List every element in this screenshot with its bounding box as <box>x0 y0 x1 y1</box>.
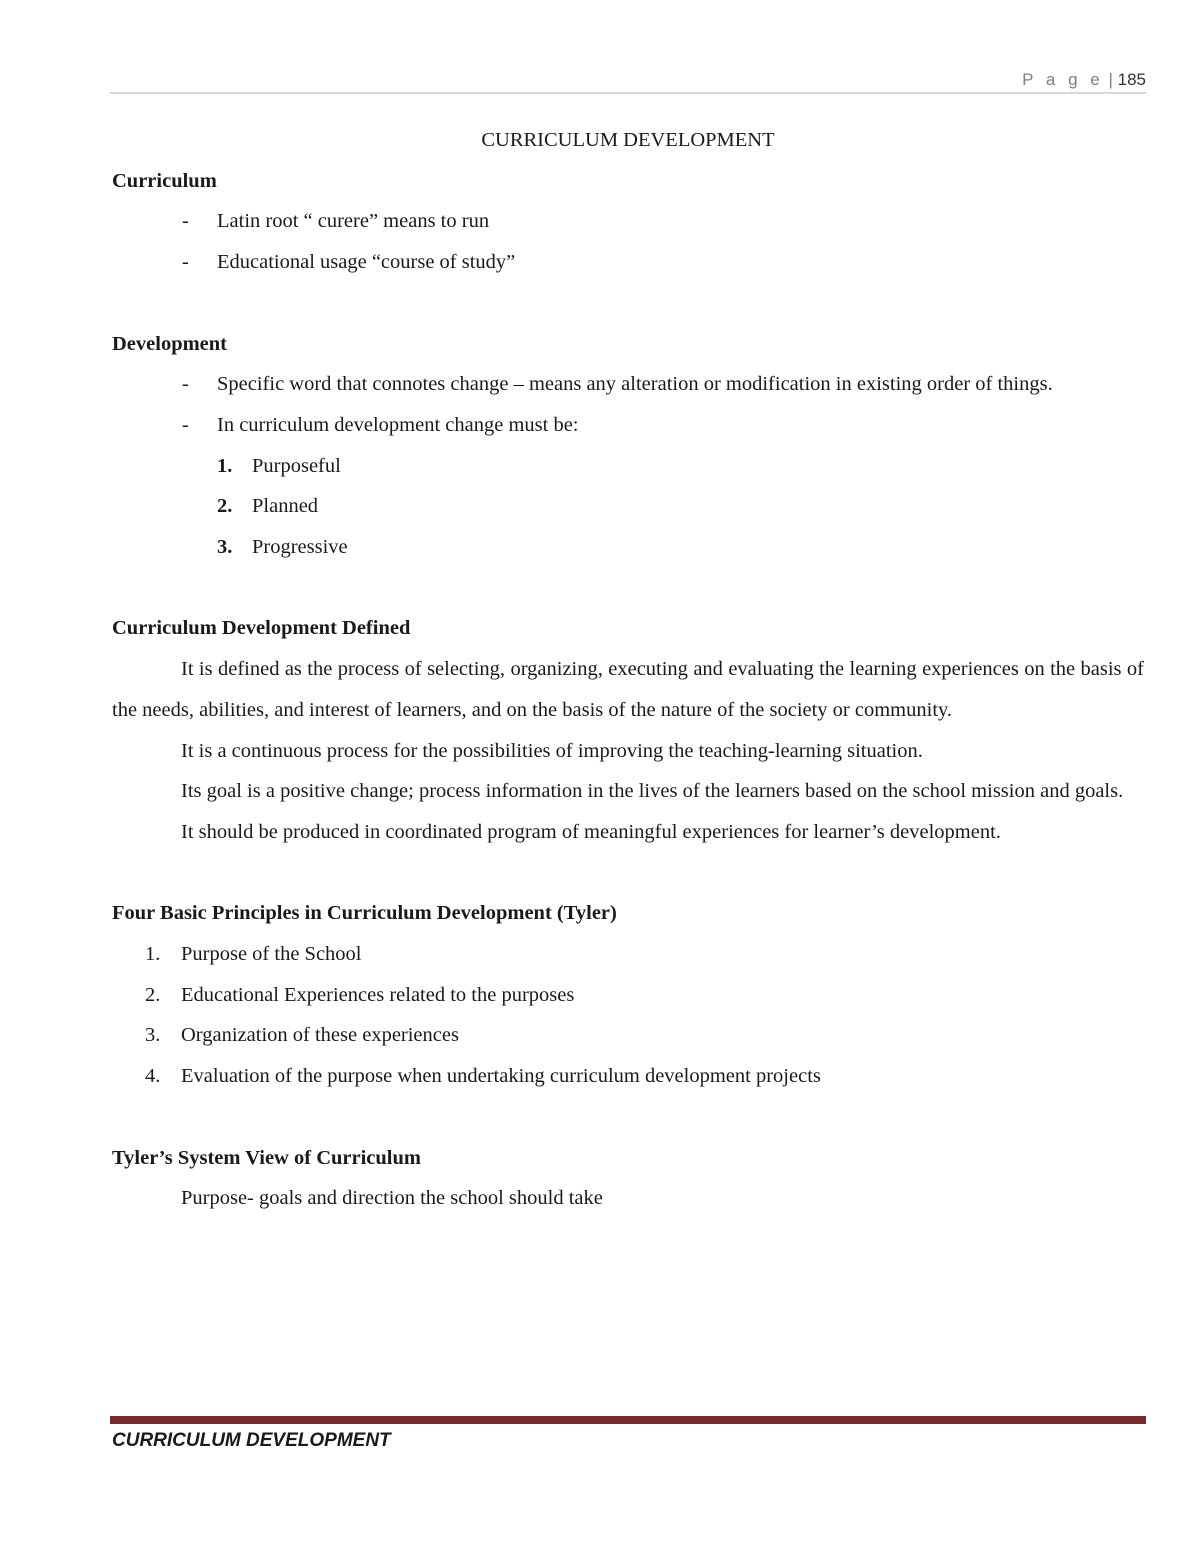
document-title: CURRICULUM DEVELOPMENT <box>481 129 775 151</box>
section-heading-curriculum: Curriculum <box>112 169 217 192</box>
item-text: Purposeful <box>252 454 341 477</box>
page-header <box>110 70 1146 94</box>
list-item <box>112 364 1144 405</box>
dash-bullet: - <box>182 373 189 396</box>
list-item <box>112 242 1144 283</box>
paragraph: It is defined as the process of selecting, organizing, executing and evaluating the learning experiences on the basis of the needs, abilities, and interest of learners, and on the basis of the nature of the society or community. <box>112 658 1144 721</box>
list-item-text: Educational usage “course of study” <box>217 251 516 274</box>
page-separator: | <box>1103 70 1118 89</box>
section-heading-system-view: Tyler’s System View of Curriculum <box>112 1146 421 1169</box>
dash-bullet: - <box>182 413 189 436</box>
numbered-item <box>112 934 1144 975</box>
item-number: 1. <box>145 943 161 966</box>
spacer <box>112 283 1144 324</box>
item-text: Evaluation of the purpose when undertaking curriculum development projects <box>181 1065 821 1088</box>
numbered-item <box>112 486 1144 527</box>
page-number: 185 <box>1117 70 1146 89</box>
item-text: Educational Experiences related to the purposes <box>181 983 575 1006</box>
numbered-item <box>112 1015 1144 1056</box>
footer-rule <box>110 1416 1146 1424</box>
numbered-item <box>112 1056 1144 1097</box>
item-text: Planned <box>252 495 319 518</box>
item-text: Progressive <box>252 536 348 559</box>
list-item-text: Specific word that connotes change – means any alteration or modification in existing order of things. <box>217 373 1053 396</box>
item-text: Organization of these experiences <box>181 1024 459 1047</box>
item-number: 3. <box>217 536 233 559</box>
paragraph: Its goal is a positive change; process information in the lives of the learners based on the school mission and goals. <box>181 780 1124 803</box>
section-heading-principles: Four Basic Principles in Curriculum Development (Tyler) <box>112 902 617 925</box>
item-number: 2. <box>217 495 233 518</box>
paragraph: It is a continuous process for the possibilities of improving the teaching-learning situation. <box>181 739 923 762</box>
page-label: P a g e <box>1022 70 1104 89</box>
list-item <box>112 405 1144 446</box>
footer-title: CURRICULUM DEVELOPMENT <box>112 1430 391 1451</box>
dash-bullet: - <box>182 251 189 274</box>
dash-bullet: - <box>182 210 189 233</box>
item-number: 3. <box>145 1024 161 1047</box>
section-heading-defined: Curriculum Development Defined <box>112 617 411 640</box>
document-body <box>112 120 1144 1219</box>
list-item <box>112 201 1144 242</box>
paragraph: Purpose- goals and direction the school should take <box>181 1187 603 1210</box>
item-number: 2. <box>145 983 161 1006</box>
numbered-item <box>112 975 1144 1016</box>
item-text: Purpose of the School <box>181 943 362 966</box>
list-item-text: In curriculum development change must be: <box>217 413 579 436</box>
paragraph: It should be produced in coordinated program of meaningful experiences for learner’s development. <box>181 820 1001 843</box>
spacer <box>112 568 1144 609</box>
numbered-item <box>112 527 1144 568</box>
spacer <box>112 853 1144 894</box>
section-heading-development: Development <box>112 332 228 355</box>
numbered-item <box>112 446 1144 487</box>
item-number: 1. <box>217 454 233 477</box>
spacer <box>112 1097 1144 1138</box>
list-item-text: Latin root “ curere” means to run <box>217 210 490 233</box>
item-number: 4. <box>145 1065 161 1088</box>
